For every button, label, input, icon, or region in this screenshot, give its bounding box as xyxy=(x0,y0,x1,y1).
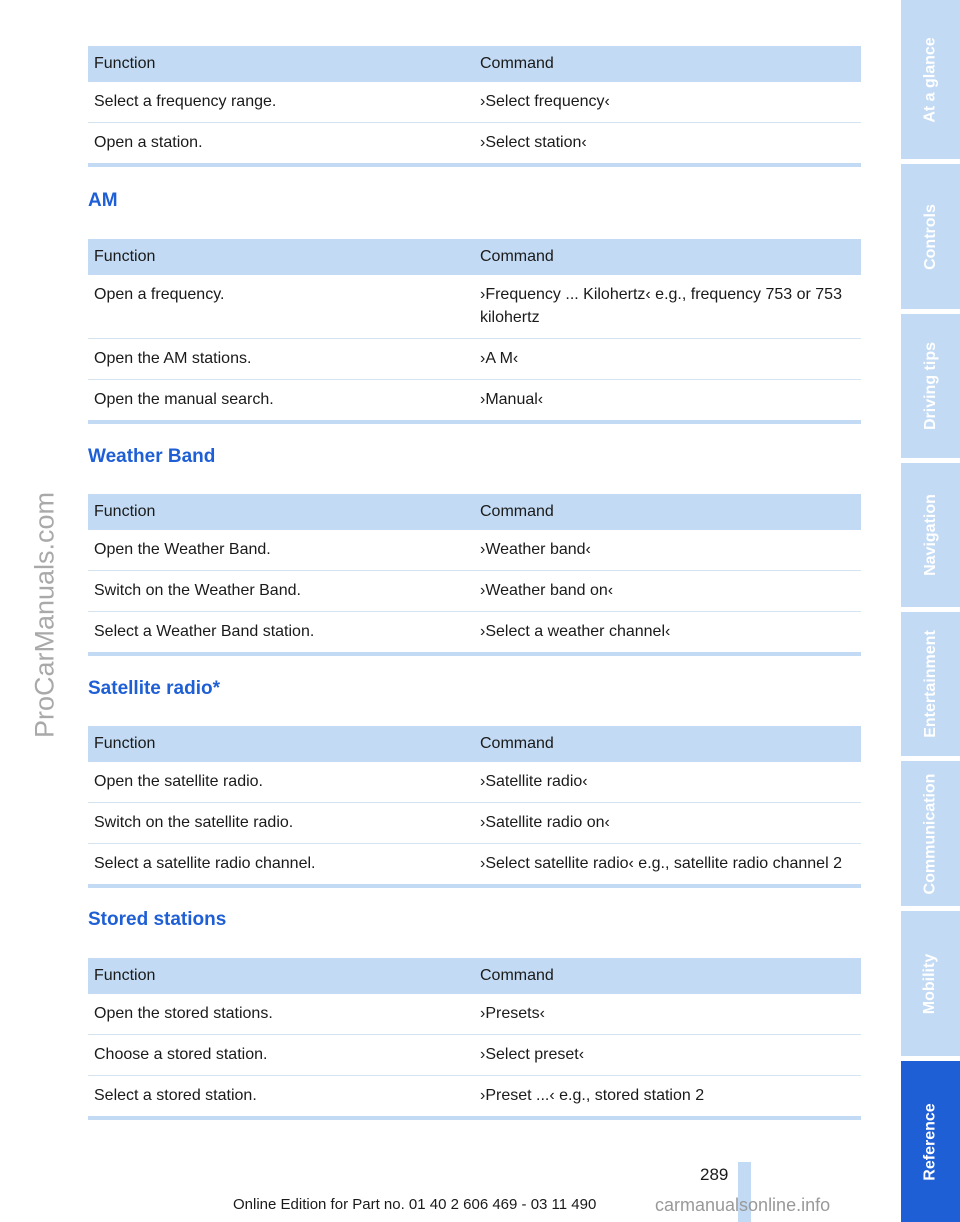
function-cell: Switch on the Weather Band. xyxy=(88,571,474,612)
column-header-command: Command xyxy=(474,239,861,275)
command-cell: ›Weather band‹ xyxy=(474,530,861,571)
function-cell: Open a station. xyxy=(88,123,474,166)
sidebar-tab-label: At a glance xyxy=(921,36,939,123)
sidebar-tab-mobility[interactable] xyxy=(901,911,960,1056)
table-header-row xyxy=(88,239,861,275)
page-number: 289 xyxy=(700,1165,729,1184)
command-cell: ›Select frequency‹ xyxy=(474,82,861,123)
table-row xyxy=(88,530,861,571)
section-title-weather-band: Weather Band xyxy=(88,446,216,467)
sidebar-tab-at-a-glance[interactable] xyxy=(901,0,960,159)
sidebar-tab-reference[interactable] xyxy=(901,1061,960,1222)
command-cell: ›Select a weather channel‹ xyxy=(474,612,861,655)
command-cell: ›Frequency ... Kilohertz‹ e.g., frequency 753 or 753 kilohertz xyxy=(474,275,861,339)
table-header-row xyxy=(88,494,861,530)
column-header-function: Function xyxy=(88,239,474,275)
table-row xyxy=(88,275,861,339)
command-cell: ›Satellite radio‹ xyxy=(474,762,861,803)
command-table-am xyxy=(88,239,861,424)
table-row xyxy=(88,1035,861,1076)
table-row xyxy=(88,339,861,380)
function-cell: Open the Weather Band. xyxy=(88,530,474,571)
command-cell: ›Presets‹ xyxy=(474,994,861,1035)
function-cell: Switch on the satellite radio. xyxy=(88,803,474,844)
command-cell: ›Select station‹ xyxy=(474,123,861,166)
command-table-satellite-radio xyxy=(88,726,861,888)
function-cell: Open a frequency. xyxy=(88,275,474,339)
column-header-command: Command xyxy=(474,726,861,762)
table-header-row xyxy=(88,46,861,82)
section-title-stored-stations: Stored stations xyxy=(88,909,227,930)
function-cell: Select a Weather Band station. xyxy=(88,612,474,655)
column-header-function: Function xyxy=(88,494,474,530)
command-cell: ›Manual‹ xyxy=(474,380,861,423)
sidebar-tab-controls[interactable] xyxy=(901,164,960,309)
function-cell: Choose a stored station. xyxy=(88,1035,474,1076)
sidebar-tab-label: Mobility xyxy=(921,953,939,1014)
command-cell: ›Weather band on‹ xyxy=(474,571,861,612)
command-cell: ›A M‹ xyxy=(474,339,861,380)
footer-watermark: carmanualsonline.info xyxy=(655,1195,831,1215)
command-table-stored-stations xyxy=(88,958,861,1120)
sidebar-tab-navigation[interactable] xyxy=(901,463,960,607)
sidebar-tab-label: Communication xyxy=(921,773,939,894)
section-title-satellite-radio: Satellite radio* xyxy=(88,678,220,699)
function-cell: Open the satellite radio. xyxy=(88,762,474,803)
column-header-command: Command xyxy=(474,46,861,82)
sidebar-tab-label: Reference xyxy=(921,1102,939,1181)
column-header-command: Command xyxy=(474,958,861,994)
function-cell: Open the manual search. xyxy=(88,380,474,423)
command-cell: ›Select satellite radio‹ e.g., satellite radio channel 2 xyxy=(474,844,861,887)
table-row xyxy=(88,803,861,844)
chapter-sidebar xyxy=(901,0,960,1222)
column-header-function: Function xyxy=(88,726,474,762)
sidebar-tab-label: Navigation xyxy=(921,494,939,576)
command-cell: ›Preset ...‹ e.g., stored station 2 xyxy=(474,1076,861,1119)
sidebar-tab-label: Entertainment xyxy=(921,630,939,738)
table-row xyxy=(88,1076,861,1119)
watermark: ProCarManuals.com xyxy=(29,491,60,739)
function-cell: Select a frequency range. xyxy=(88,82,474,123)
table-row xyxy=(88,762,861,803)
column-header-function: Function xyxy=(88,958,474,994)
sidebar-tab-label: Controls xyxy=(921,203,939,270)
table-row xyxy=(88,82,861,123)
table-header-row xyxy=(88,726,861,762)
command-table xyxy=(88,46,861,167)
sidebar-tab-label: Driving tips xyxy=(921,341,939,431)
sidebar-tab-driving-tips[interactable] xyxy=(901,314,960,458)
function-cell: Select a stored station. xyxy=(88,1076,474,1119)
command-cell: ›Satellite radio on‹ xyxy=(474,803,861,844)
table-row xyxy=(88,612,861,655)
table-row xyxy=(88,571,861,612)
table-row xyxy=(88,380,861,423)
column-header-function: Function xyxy=(88,46,474,82)
section-title-am: AM xyxy=(88,190,118,211)
table-header-row xyxy=(88,958,861,994)
table-row xyxy=(88,844,861,887)
table-row xyxy=(88,994,861,1035)
sidebar-tab-communication[interactable] xyxy=(901,761,960,906)
table-row xyxy=(88,123,861,166)
sidebar-tab-entertainment[interactable] xyxy=(901,612,960,756)
column-header-command: Command xyxy=(474,494,861,530)
function-cell: Open the stored stations. xyxy=(88,994,474,1035)
function-cell: Select a satellite radio channel. xyxy=(88,844,474,887)
function-cell: Open the AM stations. xyxy=(88,339,474,380)
content xyxy=(88,46,861,1120)
command-table-weather-band xyxy=(88,494,861,656)
command-cell: ›Select preset‹ xyxy=(474,1035,861,1076)
footer-edition: Online Edition for Part no. 01 40 2 606 469 - 03 11 490 xyxy=(233,1196,597,1213)
